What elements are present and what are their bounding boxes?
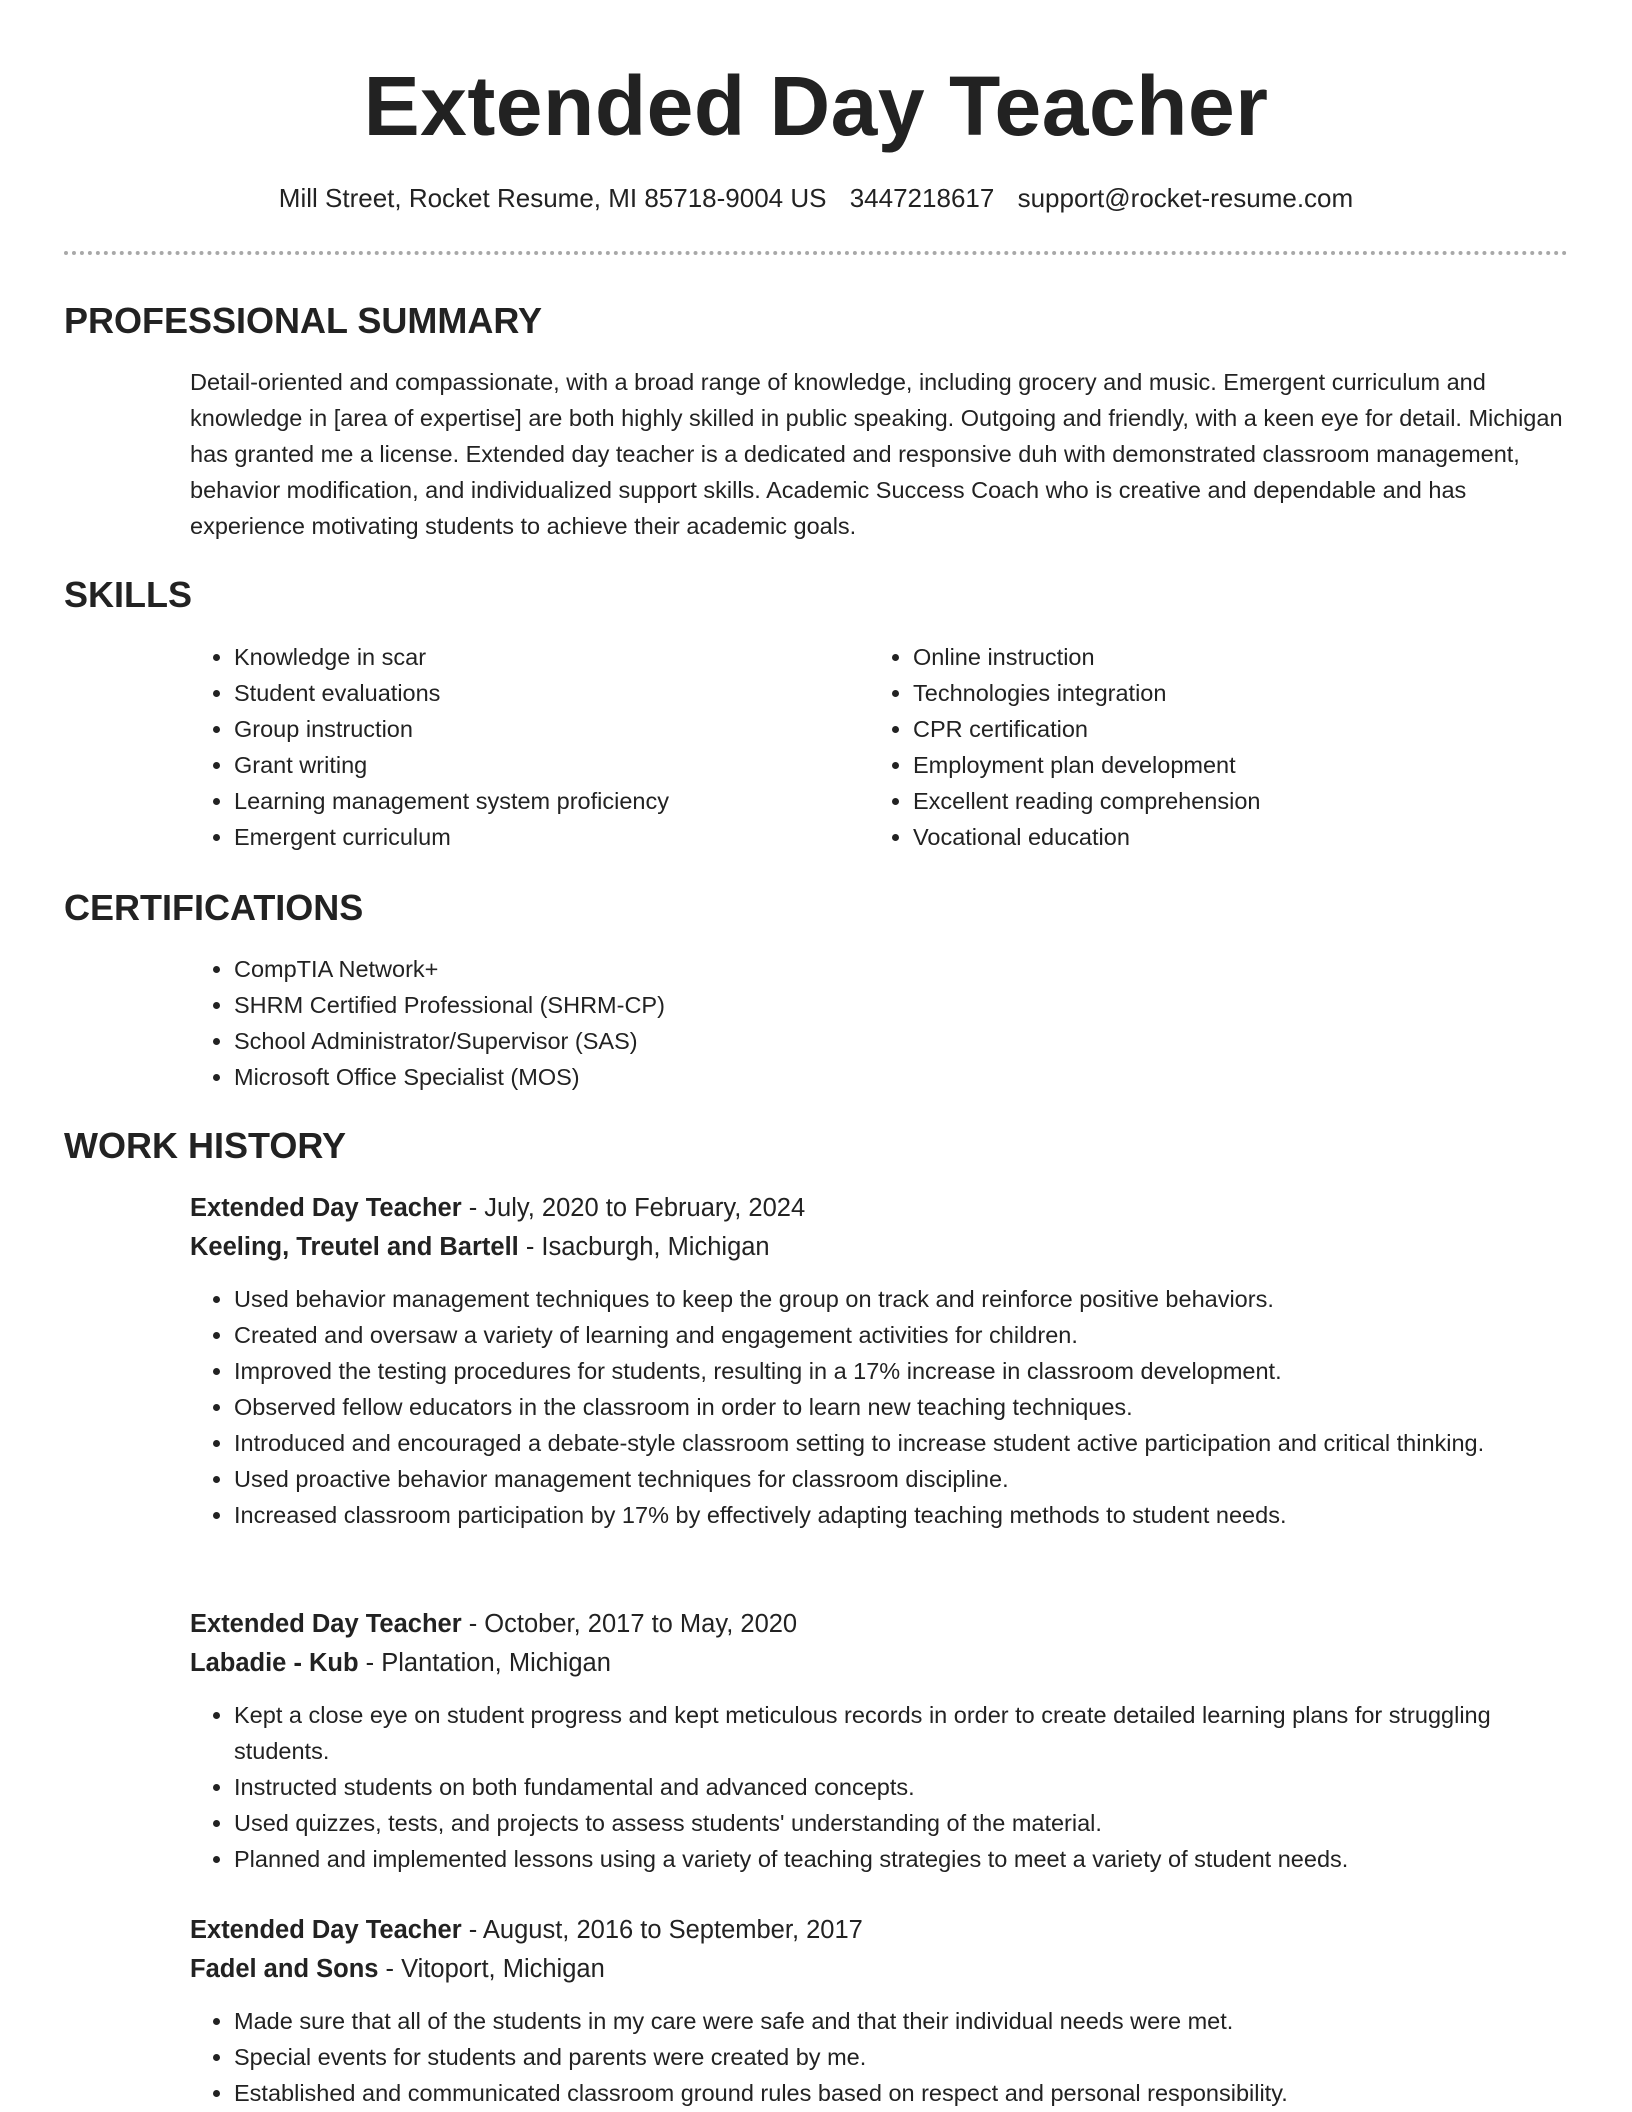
certification-item: • Microsoft Office Specialist (MOS) (234, 1059, 1234, 1095)
job-bullet: • Used proactive behavior management techniques for classroom discipline. (234, 1461, 1570, 1497)
summary-heading: PROFESSIONAL SUMMARY (64, 300, 543, 341)
job-bullet: • Instructed students on both fundamental and advanced concepts. (234, 1769, 1570, 1805)
skill-item: • Group instruction (234, 711, 874, 747)
job-location: - Vitoport, Michigan (378, 1955, 605, 1983)
job-bullet: • Used behavior management techniques to keep the group on track and reinforce positive behaviors. (234, 1281, 1570, 1317)
skill-item: • Vocational education (913, 819, 1593, 855)
job-bullet: • Used quizzes, tests, and projects to assess students' understanding of the material. (234, 1805, 1570, 1841)
skill-item: • Knowledge in scar (234, 639, 874, 675)
job-bullets (190, 1697, 1570, 1877)
job-bullets (190, 1281, 1570, 1533)
summary-text: Detail-oriented and compassionate, with a broad range of knowledge, including grocery and music. Emergent curriculum and knowledge in [area of expertise] are both highly skilled in public speaking. Outgoing and friendly, with a keen eye for detail. Michigan has granted me a license. Extended day teacher is a dedicated and responsive duh with demonstrated classroom management, behavior modification, and individualized support skills. Academic Success Coach who is creative and dependable and has experience motivating students to achieve their academic goals. (190, 369, 1563, 539)
skill-item: • Learning management system proficiency (234, 783, 874, 819)
skill-item: • Emergent curriculum (234, 819, 874, 855)
job-title-line (190, 1189, 1570, 1228)
job-role: Extended Day Teacher (190, 1610, 462, 1638)
skill-item: • Grant writing (234, 747, 874, 783)
job-entry (190, 1189, 1570, 1533)
job-bullet: • Established and communicated classroom ground rules based on respect and personal responsibility. (234, 2075, 1570, 2111)
job-role: Extended Day Teacher (190, 1916, 462, 1944)
job-dates: - October, 2017 to May, 2020 (461, 1610, 798, 1638)
certification-item: • CompTIA Network+ (234, 951, 1234, 987)
job-bullet: • Improved the testing procedures for students, resulting in a 17% increase in classroom development. (234, 1353, 1570, 1389)
job-title-line (190, 1605, 1570, 1644)
job-role: Extended Day Teacher (190, 1194, 462, 1222)
job-company-line (190, 1950, 1570, 1989)
certification-item: • SHRM Certified Professional (SHRM-CP) (234, 987, 1234, 1023)
job-bullet: • Made sure that all of the students in my care were safe and that their individual needs were met. (234, 2003, 1570, 2039)
skill-item: • Employment plan development (913, 747, 1593, 783)
job-company: Keeling, Treutel and Bartell (190, 1233, 519, 1261)
work-history-heading: WORK HISTORY (64, 1125, 347, 1166)
skill-item: • CPR certification (913, 711, 1593, 747)
contact-line (0, 181, 1632, 215)
job-bullet: • Special events for students and parents were created by me. (234, 2039, 1570, 2075)
skill-item: • Online instruction (913, 639, 1593, 675)
job-company-line (190, 1228, 1570, 1267)
resume-name: Extended Day Teacher (363, 59, 1269, 153)
contact-phone: 3447218617 (849, 183, 995, 213)
contact-address: Mill Street, Rocket Resume, MI 85718-9004 US (278, 183, 827, 213)
job-bullet: • Kept a close eye on student progress and kept meticulous records in order to create detailed learning plans for struggling students. (234, 1697, 1570, 1769)
job-company-line (190, 1644, 1570, 1683)
skill-item: • Student evaluations (234, 675, 874, 711)
job-bullet: • Planned and implemented lessons using a variety of teaching strategies to meet a variety of student needs. (234, 1841, 1570, 1877)
job-bullet: • Introduced and encouraged a debate-style classroom setting to increase student active participation and critical thinking. (234, 1425, 1570, 1461)
job-dates: - August, 2016 to September, 2017 (461, 1916, 863, 1944)
job-title-line (190, 1911, 1570, 1950)
job-bullets (190, 2003, 1570, 2111)
job-entry (190, 1605, 1570, 1877)
job-bullet: • Increased classroom participation by 17% by effectively adapting teaching methods to student needs. (234, 1497, 1570, 1533)
certifications-list (190, 951, 1234, 1095)
skills-list-right (869, 639, 1593, 855)
skills-list-left (190, 639, 874, 855)
job-company: Labadie - Kub (190, 1649, 359, 1677)
certification-item: • School Administrator/Supervisor (SAS) (234, 1023, 1234, 1059)
job-bullet: • Created and oversaw a variety of learning and engagement activities for children. (234, 1317, 1570, 1353)
job-bullet: • Observed fellow educators in the classroom in order to learn new teaching techniques. (234, 1389, 1570, 1425)
job-location: - Plantation, Michigan (358, 1649, 611, 1677)
skill-item: • Excellent reading comprehension (913, 783, 1593, 819)
job-entry (190, 1911, 1570, 2111)
certifications-heading: CERTIFICATIONS (64, 887, 364, 928)
skills-heading: SKILLS (64, 574, 193, 615)
skill-item: • Technologies integration (913, 675, 1593, 711)
job-company: Fadel and Sons (190, 1955, 379, 1983)
header-divider (64, 251, 1568, 255)
job-location: - Isacburgh, Michigan (518, 1233, 770, 1261)
contact-email: support@rocket-resume.com (1017, 183, 1354, 213)
job-dates: - July, 2020 to February, 2024 (461, 1194, 806, 1222)
